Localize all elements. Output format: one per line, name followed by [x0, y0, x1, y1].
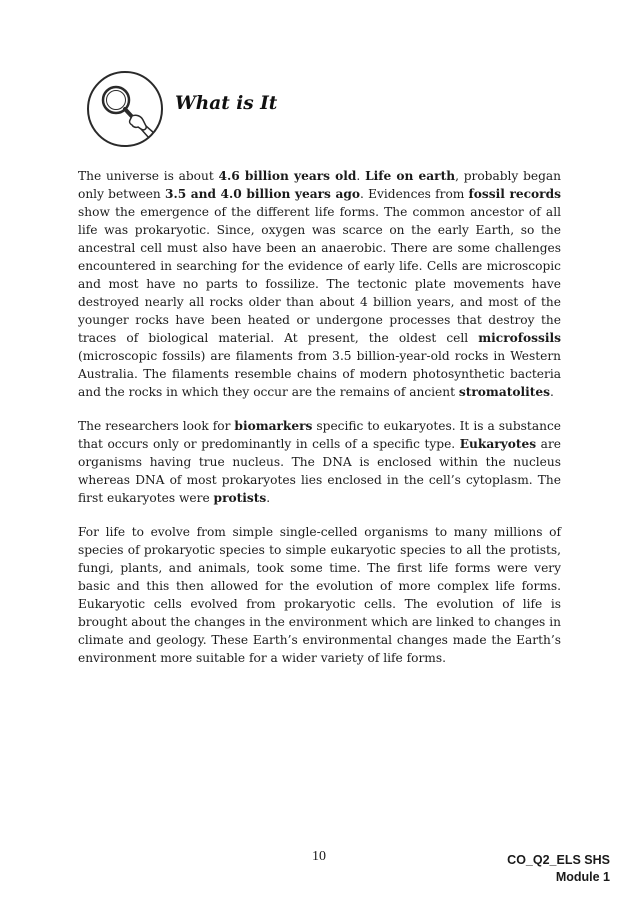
text-run: . Evidences from: [360, 187, 469, 201]
page-number: 10: [312, 849, 326, 864]
section-title: What is It: [175, 93, 278, 114]
magnifying-glass-hand-icon: [86, 70, 164, 148]
module-code: [507, 852, 610, 886]
text-run: (microscopic fossils) are filaments from 3.5 billion-year-old rocks in Western Australia. The filaments resemble chains of modern photosynthetic bacteria and the rocks in which they occur are the remains of ancient: [78, 349, 561, 399]
paragraph-1: [78, 167, 561, 401]
bold-term: protists: [213, 491, 267, 505]
text-run: show the emergence of the different life forms. The common ancestor of all life was prokaryotic. Since, oxygen was scarce on the early Earth, so the ancestral cell must also have been an anaerobic. There are some challenges encountered in searching for the evidence of early life. Cells are microscopic and most have no parts to fossilize. The tectonic plate movements have destroyed nearly all rocks older than about 4 billion years, and most of the younger rocks have been heated or undergone processes that destroy the traces of biological material. At present, the oldest cell: [78, 205, 561, 345]
text-run: The researchers look for: [78, 419, 235, 433]
text-run: .: [356, 169, 366, 183]
bold-term: biomarkers: [234, 419, 313, 433]
paragraph-3: [78, 523, 561, 667]
bold-term: Eukaryotes: [459, 437, 537, 451]
paragraph-2: [78, 417, 561, 507]
text-run: are organisms having true nucleus. The DNA is enclosed within the nucleus whereas DNA of most prokaryotes lies enclosed in the cell’s cytoplasm. The first eukaryotes were: [78, 437, 561, 505]
text-run: .: [550, 385, 554, 399]
bold-term: 3.5 and 4.0 billion years ago: [164, 187, 361, 201]
bold-term: microfossils: [478, 331, 561, 345]
text-run: .: [266, 491, 271, 505]
bold-term: fossil records: [468, 187, 561, 201]
bold-term: 4.6 billion years old: [218, 169, 357, 183]
bold-term: stromatolites: [458, 385, 550, 399]
module-label: Module 1: [555, 870, 610, 884]
text-run: , probably began only between: [78, 169, 561, 201]
module-code-line: CO_Q2_ELS SHS: [507, 853, 610, 867]
text-run: For life to evolve from simple single-celled organisms to many millions of species of prokaryotic species to simple eukaryotic species to all the protists, fungi, plants, and animals, took some time. The first life forms were very basic and this then allowed for the evolution of more complex life forms. Eukaryotic cells evolved from prokaryotic cells. The evolution of life is brought about the changes in the environment which are linked to changes in climate and geology. These Earth’s environmental changes made the Earth’s environment more suitable for a wider variety of life forms.: [78, 525, 561, 665]
bold-term: Life on earth: [365, 169, 456, 183]
text-run: The universe is about: [78, 169, 219, 183]
body-text: [78, 167, 561, 683]
text-run: specific to eukaryotes. It is a substance that occurs only or predominantly in cells of a specific type.: [78, 419, 561, 451]
